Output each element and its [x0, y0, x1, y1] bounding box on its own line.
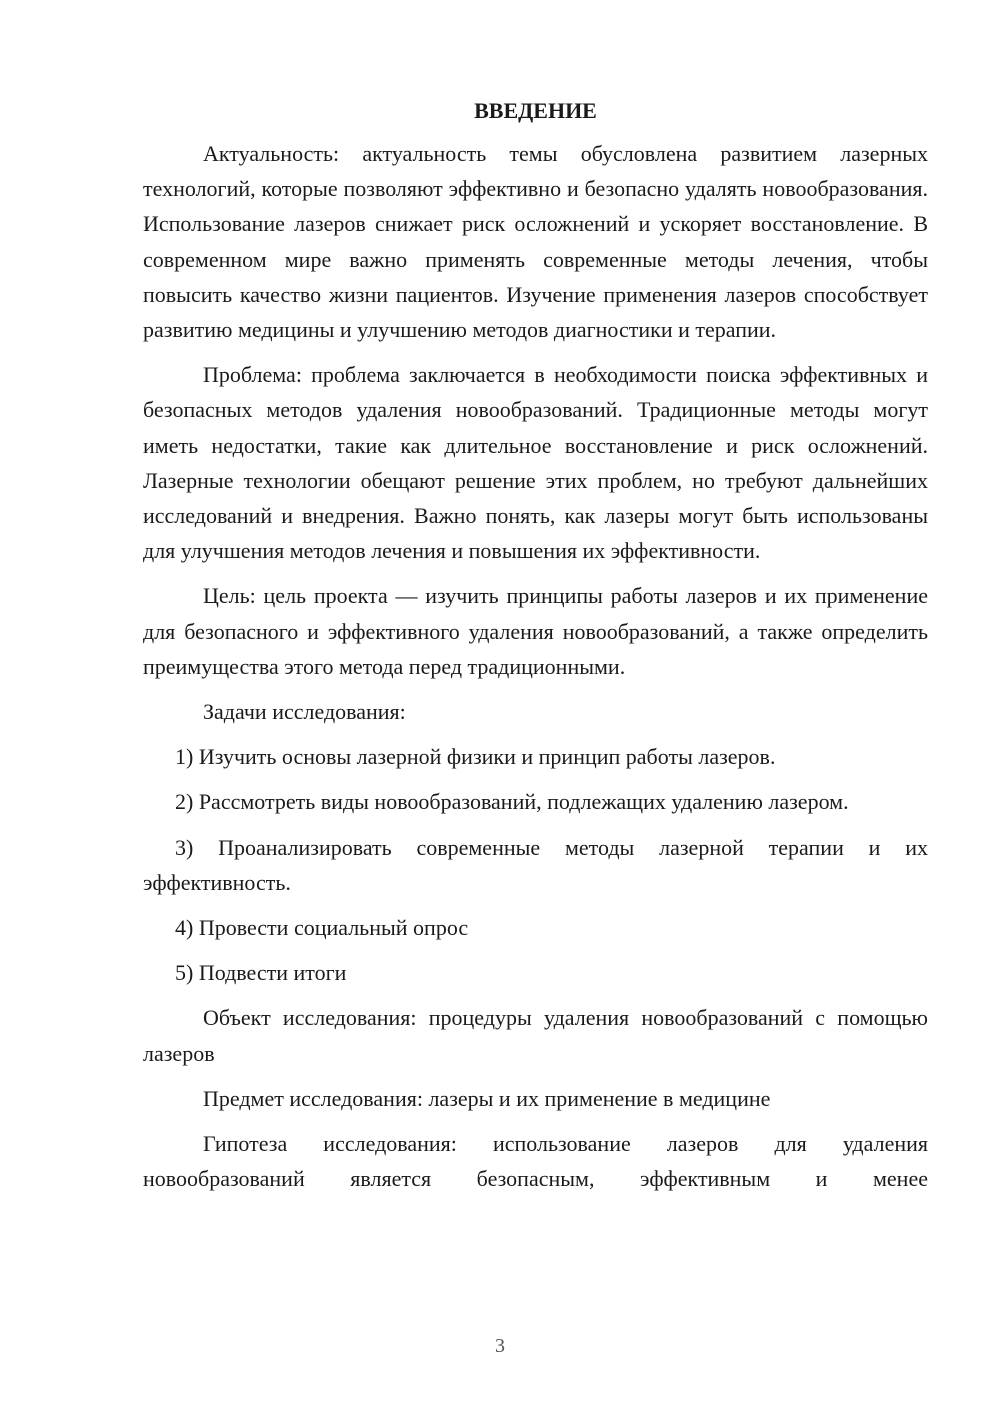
task-item-5: 5) Подвести итоги: [175, 960, 347, 986]
object-paragraph: Объект исследования: процедуры удаления новообразований с помощью лазеров: [143, 1005, 928, 1066]
page-number: 3: [495, 1335, 505, 1357]
subject-paragraph: Предмет исследования: лазеры и их применение в медицине: [203, 1085, 771, 1111]
page-content: [143, 96, 928, 1206]
task-item-2: 2) Рассмотреть виды новообразований, подлежащих удалению лазером.: [175, 789, 849, 815]
task-item-3: 3) Проанализировать современные методы лазерной терапии и их эффективность.: [143, 834, 928, 895]
task-item-4: 4) Провести социальный опрос: [175, 915, 469, 941]
hypothesis-paragraph: Гипотеза исследования: использование лазеров для удаления новообразований является безопасным, эффективным и менее: [143, 1131, 928, 1192]
goal-paragraph: Цель: цель проекта — изучить принципы работы лазеров и их применение для безопасного и эффективного удаления новообразований, а также определить преимущества этого метода перед традиционными.: [143, 583, 928, 679]
tasks-heading: Задачи исследования:: [203, 699, 406, 725]
problem-paragraph: Проблема: проблема заключается в необходимости поиска эффективных и безопасных методов удаления новообразований. Традиционные методы могут иметь недостатки, такие как длительное восстановление и риск осложнений. Лазерные технологии обещают решение этих проблем, но требуют дальнейших исследований и внедрения. Важно понять, как лазеры могут быть использованы для улучшения методов лечения и повышения их эффективности.: [143, 362, 928, 564]
relevance-paragraph: Актуальность: актуальность темы обусловлена развитием лазерных технологий, которые позволяют эффективно и безопасно удалять новообразования. Использование лазеров снижает риск осложнений и ускоряет восстановление. В современном мире важно применять современные методы лечения, чтобы повысить качество жизни пациентов. Изучение применения лазеров способствует развитию медицины и улучшению методов диагностики и терапии.: [143, 141, 928, 343]
task-item-1: 1) Изучить основы лазерной физики и принцип работы лазеров.: [175, 744, 776, 770]
page-title: ВВЕДЕНИЕ: [474, 98, 597, 123]
